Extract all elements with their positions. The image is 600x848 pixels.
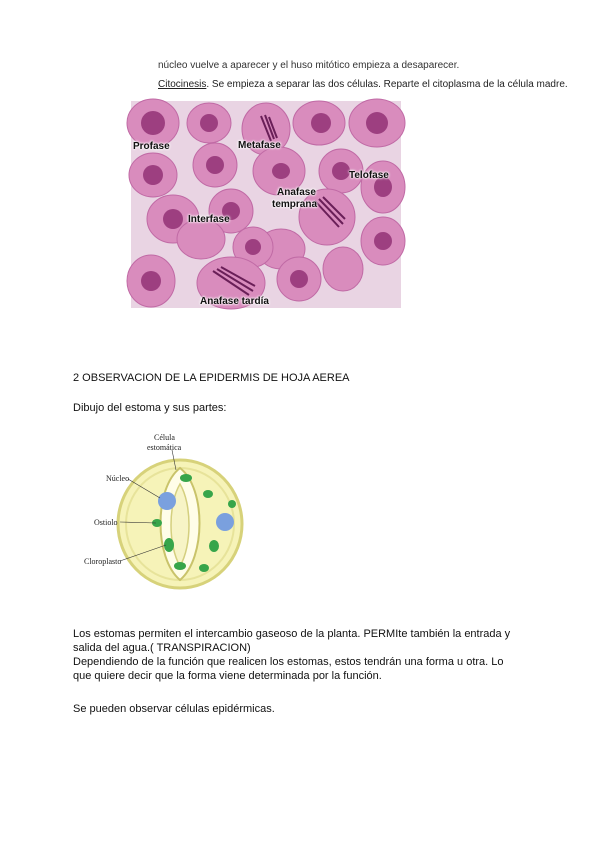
stoma-illustration <box>84 428 260 592</box>
label-telofase: Telofase <box>349 170 389 181</box>
paragraph-1-line-2: salida del agua.( TRANSPIRACION) <box>73 642 251 654</box>
paragraph-2-line-2: que quiere decir que la forma viene determinada por la función. <box>73 670 382 682</box>
section-subtitle: Dibujo del estoma y sus partes: <box>73 402 227 414</box>
label-anafase-temprana-1: Anafase <box>277 187 316 198</box>
label-nucleo: Núcleo <box>106 474 130 483</box>
citocinesis-text: . Se empieza a separar las dos células. Reparte el citoplasma de la célula madre. <box>206 79 568 90</box>
label-celula-2: estomática <box>147 443 182 452</box>
label-anafase-temprana-2: temprana <box>272 199 318 210</box>
stoma-diagram <box>84 428 260 592</box>
label-celula-1: Célula <box>154 433 175 442</box>
label-interfase: Interfase <box>188 214 230 225</box>
paragraph-1-line-1: Los estomas permiten el intercambio gaseoso de la planta. PERMIte también la entrada y <box>73 628 511 640</box>
citocinesis-line <box>158 79 568 90</box>
section-title: 2 OBSERVACION DE LA EPIDERMIS DE HOJA AEREA <box>73 372 350 384</box>
paragraph-3: Se pueden observar células epidérmicas. <box>73 703 275 715</box>
cut-off-text-line <box>158 60 460 74</box>
citocinesis-term: Citocinesis <box>158 79 207 90</box>
label-metafase: Metafase <box>238 140 281 151</box>
mitosis-micrograph <box>131 101 401 308</box>
label-cloroplasto: Cloroplasto <box>84 557 122 566</box>
cut-off-text: núcleo vuelve a aparecer y el huso mitótico empieza a desaparecer. <box>158 60 460 71</box>
label-anafase-tardia: Anafase tardía <box>200 296 269 307</box>
label-ostiolo: Ostiolo <box>94 518 118 527</box>
paragraph-2-line-1: Dependiendo de la función que realicen los estomas, estos tendrán una forma u otra. Lo <box>73 656 504 668</box>
micrograph-image <box>131 101 401 308</box>
label-profase: Profase <box>133 141 170 152</box>
